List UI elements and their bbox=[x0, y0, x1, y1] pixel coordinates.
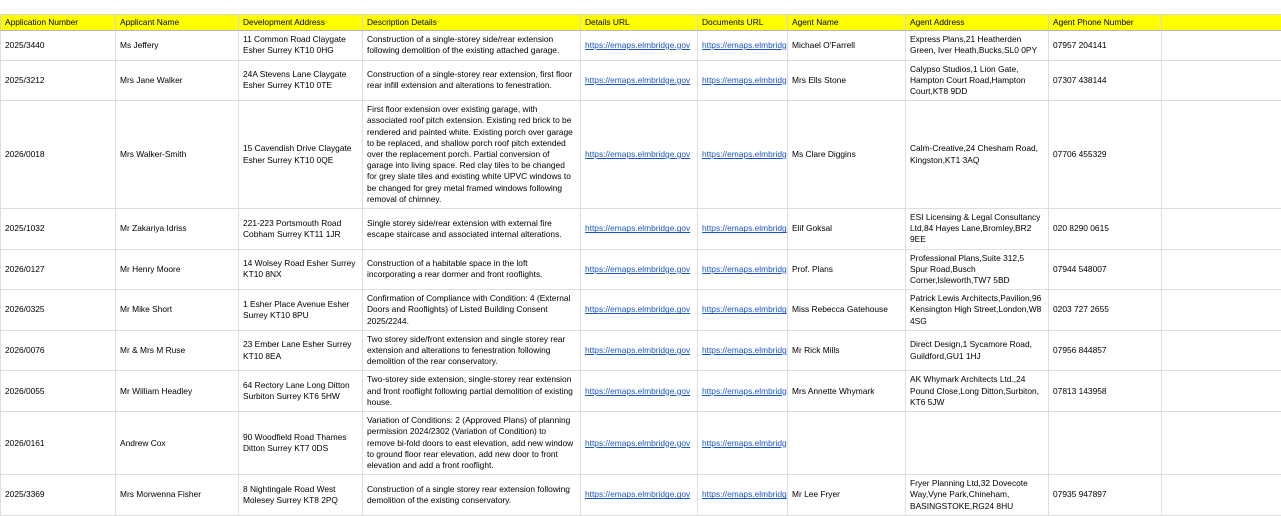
cell-agent-phone-number-text: 07307 438144 bbox=[1053, 75, 1157, 86]
cell-applicant-name-text: Mr & Mrs M Ruse bbox=[120, 345, 234, 356]
cell-agent-name[interactable] bbox=[788, 290, 906, 331]
column-header-agent-name[interactable]: Agent Name bbox=[788, 15, 906, 31]
cell-applicant-name[interactable] bbox=[116, 371, 239, 412]
table-row[interactable] bbox=[1, 209, 1281, 250]
cell-applicant-name-text: Mrs Jane Walker bbox=[120, 75, 234, 86]
cell-agent-name[interactable] bbox=[788, 249, 906, 290]
cell-agent-address[interactable] bbox=[906, 249, 1049, 290]
table-row[interactable] bbox=[1, 475, 1281, 516]
cell-agent-address[interactable] bbox=[906, 60, 1049, 101]
cell-agent-address-text: Professional Plans,Suite 312,5 Spur Road,Busch Corner,Isleworth,TW7 5BD bbox=[910, 253, 1044, 287]
cell-application-number[interactable] bbox=[1, 101, 116, 209]
cell-application-number[interactable] bbox=[1, 60, 116, 101]
cell-description-details-text: Two-storey side extension, single-storey rear extension and front rooflight following partial demolition of existing house. bbox=[367, 374, 576, 408]
cell-description-details-text: Construction of a single-storey side/rear extension following demolition of the existing attached garage. bbox=[367, 34, 576, 56]
cell-documents-url[interactable] bbox=[698, 60, 788, 101]
cell-description-details-text: First floor extension over existing garage, with associated roof pitch extension. Existing red brick to be rendered and painted white. Existing porch over garage to be replaced, and shallow porch roof pitch extended over the replacement porch. Partial conversion of garage into living space. Red clay tiles to be changed for grey slate tiles and existing white UPVC windows to be changed for grey metal framed windows following removal of chimney. bbox=[367, 104, 576, 205]
cell-details-url-link[interactable]: https://emaps.elmbridge.gov bbox=[585, 345, 690, 356]
cell-description-details-text: Construction of a single storey rear extension following demolition of the existing conservatory. bbox=[367, 484, 576, 506]
cell-details-url-link[interactable]: https://emaps.elmbridge.gov bbox=[585, 75, 690, 86]
cell-extra[interactable] bbox=[1162, 31, 1281, 60]
cell-agent-phone-number[interactable] bbox=[1049, 475, 1162, 516]
cell-development-address-text: 64 Rectory Lane Long Ditton Surbiton Surrey KT6 5HW bbox=[243, 380, 358, 402]
cell-description-details[interactable] bbox=[363, 475, 581, 516]
table-row[interactable] bbox=[1, 371, 1281, 412]
cell-agent-phone-number[interactable] bbox=[1049, 249, 1162, 290]
cell-agent-address-text: Express Plans,21 Heatherden Green, Iver Heath,Bucks,SL0 0PY bbox=[910, 34, 1044, 56]
cell-application-number-text: 2026/0055 bbox=[5, 386, 111, 397]
cell-agent-address-text: Calm-Creative,24 Chesham Road, Kingston,KT1 3AQ bbox=[910, 143, 1044, 165]
cell-agent-phone-number-text: 07935 947897 bbox=[1053, 489, 1157, 500]
cell-details-url[interactable] bbox=[581, 60, 698, 101]
column-header-agent-address[interactable]: Agent Address bbox=[906, 15, 1049, 31]
cell-documents-url-link[interactable]: https://emaps.elmbridg bbox=[702, 223, 787, 234]
cell-documents-url-link[interactable]: https://emaps.elmbridg bbox=[702, 304, 787, 315]
cell-development-address[interactable] bbox=[239, 209, 363, 250]
cell-agent-name[interactable] bbox=[788, 371, 906, 412]
cell-application-number-text: 2026/0018 bbox=[5, 149, 111, 160]
cell-applicant-name[interactable] bbox=[116, 475, 239, 516]
cell-extra[interactable] bbox=[1162, 412, 1281, 475]
cell-agent-name-text: Mr Rick Mills bbox=[792, 345, 901, 356]
cell-applicant-name[interactable] bbox=[116, 249, 239, 290]
cell-documents-url-link[interactable]: https://emaps.elmbridg bbox=[702, 40, 787, 51]
cell-agent-name-text: Elif Goksal bbox=[792, 223, 901, 234]
table-row[interactable] bbox=[1, 249, 1281, 290]
cell-documents-url-link[interactable]: https://emaps.elmbridg bbox=[702, 345, 787, 356]
cell-description-details[interactable] bbox=[363, 101, 581, 209]
column-header-applicant-name[interactable]: Applicant Name bbox=[116, 15, 239, 31]
cell-application-number-text: 2025/1032 bbox=[5, 223, 111, 234]
cell-documents-url[interactable] bbox=[698, 101, 788, 209]
cell-applicant-name[interactable] bbox=[116, 330, 239, 371]
cell-development-address-text: 8 Nightingale Road West Molesey Surrey KT8 2PQ bbox=[243, 484, 358, 506]
cell-extra[interactable] bbox=[1162, 249, 1281, 290]
cell-development-address-text: 24A Stevens Lane Claygate Esher Surrey KT10 0TE bbox=[243, 69, 358, 91]
cell-applicant-name-text: Mr Mike Short bbox=[120, 304, 234, 315]
cell-application-number-text: 2026/0325 bbox=[5, 304, 111, 315]
table-row[interactable] bbox=[1, 101, 1281, 209]
cell-applicant-name-text: Mr Henry Moore bbox=[120, 264, 234, 275]
cell-application-number[interactable] bbox=[1, 412, 116, 475]
cell-applicant-name[interactable] bbox=[116, 290, 239, 331]
cell-description-details-text: Single storey side/rear extension with external fire escape staircase and associated internal alterations. bbox=[367, 218, 576, 240]
cell-applicant-name[interactable] bbox=[116, 31, 239, 60]
cell-applicant-name-text: Mr Zakariya Idriss bbox=[120, 223, 234, 234]
cell-development-address[interactable] bbox=[239, 330, 363, 371]
cell-application-number[interactable] bbox=[1, 330, 116, 371]
cell-agent-phone-number[interactable] bbox=[1049, 412, 1162, 475]
cell-agent-phone-number[interactable] bbox=[1049, 60, 1162, 101]
cell-application-number[interactable] bbox=[1, 209, 116, 250]
cell-documents-url[interactable] bbox=[698, 209, 788, 250]
table-row[interactable] bbox=[1, 60, 1281, 101]
cell-agent-address[interactable] bbox=[906, 31, 1049, 60]
cell-applicant-name[interactable] bbox=[116, 209, 239, 250]
cell-agent-name[interactable] bbox=[788, 209, 906, 250]
cell-agent-name[interactable] bbox=[788, 475, 906, 516]
cell-description-details[interactable] bbox=[363, 249, 581, 290]
cell-agent-name-text: Prof. Plans bbox=[792, 264, 901, 275]
cell-agent-address-text: ESI Licensing & Legal Consultancy Ltd,84 Hayes Lane,Bromley,BR2 9EE bbox=[910, 212, 1044, 246]
cell-agent-address[interactable] bbox=[906, 330, 1049, 371]
cell-documents-url[interactable] bbox=[698, 31, 788, 60]
cell-documents-url-link[interactable]: https://emaps.elmbridg bbox=[702, 489, 787, 500]
cell-agent-address-text: Calypso Studios,1 Lion Gate, Hampton Court Road,Hampton Court,KT8 9DD bbox=[910, 64, 1044, 98]
cell-details-url-link[interactable]: https://emaps.elmbridge.gov bbox=[585, 223, 690, 234]
cell-development-address-text: 90 Woodfield Road Thames Ditton Surrey KT7 0DS bbox=[243, 432, 358, 454]
table-row[interactable] bbox=[1, 412, 1281, 475]
cell-application-number-text: 2025/3440 bbox=[5, 40, 111, 51]
cell-description-details[interactable] bbox=[363, 371, 581, 412]
cell-details-url-link[interactable]: https://emaps.elmbridge.gov bbox=[585, 386, 690, 397]
column-header-description-details[interactable]: Description Details bbox=[363, 15, 581, 31]
cell-agent-name[interactable] bbox=[788, 31, 906, 60]
cell-documents-url[interactable] bbox=[698, 371, 788, 412]
cell-applicant-name-text: Ms Jeffery bbox=[120, 40, 234, 51]
cell-description-details[interactable] bbox=[363, 290, 581, 331]
cell-development-address-text: 11 Common Road Claygate Esher Surrey KT10 0HG bbox=[243, 34, 358, 56]
cell-application-number[interactable] bbox=[1, 31, 116, 60]
cell-development-address-text: 23 Ember Lane Esher Surrey KT10 8EA bbox=[243, 339, 358, 361]
cell-agent-address[interactable] bbox=[906, 475, 1049, 516]
cell-documents-url-link[interactable]: https://emaps.elmbridg bbox=[702, 438, 787, 449]
cell-agent-phone-number-text: 07956 844857 bbox=[1053, 345, 1157, 356]
cell-application-number-text: 2026/0161 bbox=[5, 438, 111, 449]
cell-description-details-text: Confirmation of Compliance with Condition: 4 (External Doors and Rooflights) of Listed Building Consent 2025/2244. bbox=[367, 293, 576, 327]
cell-documents-url-link[interactable]: https://emaps.elmbridg bbox=[702, 75, 787, 86]
cell-details-url[interactable] bbox=[581, 475, 698, 516]
cell-development-address-text: 14 Wolsey Road Esher Surrey KT10 8NX bbox=[243, 258, 358, 280]
column-header-development-address[interactable]: Development Address bbox=[239, 15, 363, 31]
table-row[interactable] bbox=[1, 31, 1281, 60]
planning-applications-table bbox=[0, 14, 1281, 516]
cell-details-url[interactable] bbox=[581, 330, 698, 371]
cell-details-url[interactable] bbox=[581, 101, 698, 209]
cell-description-details-text: Two storey side/front extension and single storey rear extension and alterations to fenestration following demolition of the rear conservatory. bbox=[367, 334, 576, 368]
cell-agent-name[interactable] bbox=[788, 330, 906, 371]
cell-applicant-name[interactable] bbox=[116, 60, 239, 101]
cell-development-address[interactable] bbox=[239, 290, 363, 331]
cell-description-details[interactable] bbox=[363, 60, 581, 101]
cell-details-url-link[interactable]: https://emaps.elmbridge.gov bbox=[585, 149, 690, 160]
cell-documents-url[interactable] bbox=[698, 249, 788, 290]
cell-details-url[interactable] bbox=[581, 412, 698, 475]
cell-documents-url[interactable] bbox=[698, 290, 788, 331]
cell-extra[interactable] bbox=[1162, 60, 1281, 101]
cell-agent-phone-number-text: 07706 455329 bbox=[1053, 149, 1157, 160]
cell-details-url[interactable] bbox=[581, 209, 698, 250]
cell-agent-phone-number[interactable] bbox=[1049, 209, 1162, 250]
cell-applicant-name-text: Mrs Morwenna Fisher bbox=[120, 489, 234, 500]
cell-agent-address-text: Direct Design,1 Sycamore Road, Guildford,GU1 1HJ bbox=[910, 339, 1044, 361]
cell-extra[interactable] bbox=[1162, 475, 1281, 516]
cell-application-number-text: 2025/3369 bbox=[5, 489, 111, 500]
cell-description-details[interactable] bbox=[363, 330, 581, 371]
cell-documents-url[interactable] bbox=[698, 330, 788, 371]
header-row bbox=[1, 15, 1281, 31]
cell-details-url-link[interactable]: https://emaps.elmbridge.gov bbox=[585, 489, 690, 500]
cell-agent-address-text: Patrick Lewis Architects,Pavilion,96 Kensington High Street,London,W8 4SG bbox=[910, 293, 1044, 327]
cell-documents-url[interactable] bbox=[698, 475, 788, 516]
cell-agent-phone-number[interactable] bbox=[1049, 31, 1162, 60]
cell-agent-phone-number[interactable] bbox=[1049, 330, 1162, 371]
cell-agent-phone-number[interactable] bbox=[1049, 101, 1162, 209]
cell-development-address[interactable] bbox=[239, 101, 363, 209]
cell-development-address[interactable] bbox=[239, 249, 363, 290]
cell-development-address-text: 221-223 Portsmouth Road Cobham Surrey KT11 1JR bbox=[243, 218, 358, 240]
cell-development-address[interactable] bbox=[239, 60, 363, 101]
cell-documents-url-link[interactable]: https://emaps.elmbridg bbox=[702, 386, 787, 397]
cell-agent-address-text: AK Whymark Architects Ltd.,24 Pound Close,Long Ditton,Surbiton, KT6 5JW bbox=[910, 374, 1044, 408]
cell-application-number-text: 2025/3212 bbox=[5, 75, 111, 86]
table-row[interactable] bbox=[1, 290, 1281, 331]
cell-details-url-link[interactable]: https://emaps.elmbridge.gov bbox=[585, 438, 690, 449]
column-header-details-url[interactable]: Details URL bbox=[581, 15, 698, 31]
cell-agent-address-text: Fryer Planning Ltd,32 Dovecote Way,Vyne Park,Chineham, BASINGSTOKE,RG24 8HU bbox=[910, 478, 1044, 512]
cell-development-address[interactable] bbox=[239, 412, 363, 475]
cell-agent-phone-number-text: 07957 204141 bbox=[1053, 40, 1157, 51]
column-header-documents-url[interactable]: Documents URL bbox=[698, 15, 788, 31]
cell-details-url-link[interactable]: https://emaps.elmbridge.gov bbox=[585, 304, 690, 315]
cell-agent-address[interactable] bbox=[906, 290, 1049, 331]
cell-details-url[interactable] bbox=[581, 371, 698, 412]
cell-documents-url[interactable] bbox=[698, 412, 788, 475]
cell-agent-name[interactable] bbox=[788, 101, 906, 209]
cell-details-url[interactable] bbox=[581, 31, 698, 60]
cell-development-address-text: 15 Cavendish Drive Claygate Esher Surrey KT10 0QE bbox=[243, 143, 358, 165]
cell-description-details-text: Construction of a single-storey rear extension, first floor rear infill extension and alterations to fenestration. bbox=[367, 69, 576, 91]
table-body bbox=[1, 31, 1281, 516]
cell-development-address[interactable] bbox=[239, 371, 363, 412]
cell-agent-name-text: Mr Lee Fryer bbox=[792, 489, 901, 500]
cell-application-number[interactable] bbox=[1, 249, 116, 290]
table-row[interactable] bbox=[1, 330, 1281, 371]
cell-application-number[interactable] bbox=[1, 290, 116, 331]
cell-applicant-name[interactable] bbox=[116, 101, 239, 209]
cell-applicant-name-text: Andrew Cox bbox=[120, 438, 234, 449]
cell-description-details[interactable] bbox=[363, 209, 581, 250]
cell-agent-address[interactable] bbox=[906, 101, 1049, 209]
cell-agent-name-text: Mrs Ells Stone bbox=[792, 75, 901, 86]
cell-description-details[interactable] bbox=[363, 31, 581, 60]
cell-development-address-text: 1 Esher Place Avenue Esher Surrey KT10 8PU bbox=[243, 299, 358, 321]
cell-development-address[interactable] bbox=[239, 31, 363, 60]
column-header-extra[interactable] bbox=[1162, 15, 1281, 31]
cell-description-details-text: Construction of a habitable space in the loft incorporating a rear dormer and front rooflights. bbox=[367, 258, 576, 280]
column-header-application-number[interactable]: Application Number bbox=[1, 15, 116, 31]
cell-agent-name[interactable] bbox=[788, 60, 906, 101]
cell-agent-name-text: Ms Clare Diggins bbox=[792, 149, 901, 160]
cell-agent-address[interactable] bbox=[906, 412, 1049, 475]
cell-agent-phone-number-text: 020 8290 0615 bbox=[1053, 223, 1157, 234]
cell-agent-phone-number-text: 0203 727 2655 bbox=[1053, 304, 1157, 315]
cell-agent-name[interactable] bbox=[788, 412, 906, 475]
cell-extra[interactable] bbox=[1162, 209, 1281, 250]
cell-agent-name-text: Michael O'Farrell bbox=[792, 40, 901, 51]
cell-application-number-text: 2026/0127 bbox=[5, 264, 111, 275]
cell-details-url[interactable] bbox=[581, 290, 698, 331]
table-header bbox=[1, 15, 1281, 31]
cell-extra[interactable] bbox=[1162, 290, 1281, 331]
spreadsheet-container bbox=[0, 14, 1281, 516]
cell-extra[interactable] bbox=[1162, 330, 1281, 371]
cell-applicant-name-text: Mrs Walker-Smith bbox=[120, 149, 234, 160]
cell-applicant-name[interactable] bbox=[116, 412, 239, 475]
cell-agent-phone-number-text: 07813 143958 bbox=[1053, 386, 1157, 397]
cell-description-details[interactable] bbox=[363, 412, 581, 475]
cell-documents-url-link[interactable]: https://emaps.elmbridg bbox=[702, 149, 787, 160]
cell-extra[interactable] bbox=[1162, 101, 1281, 209]
cell-extra[interactable] bbox=[1162, 371, 1281, 412]
cell-application-number-text: 2026/0076 bbox=[5, 345, 111, 356]
column-header-agent-phone-number[interactable]: Agent Phone Number bbox=[1049, 15, 1162, 31]
cell-details-url-link[interactable]: https://emaps.elmbridge.gov bbox=[585, 264, 690, 275]
cell-documents-url-link[interactable]: https://emaps.elmbridg bbox=[702, 264, 787, 275]
cell-agent-name-text: Miss Rebecca Gatehouse bbox=[792, 304, 901, 315]
cell-development-address[interactable] bbox=[239, 475, 363, 516]
cell-application-number[interactable] bbox=[1, 475, 116, 516]
cell-agent-address[interactable] bbox=[906, 371, 1049, 412]
cell-application-number[interactable] bbox=[1, 371, 116, 412]
cell-details-url-link[interactable]: https://emaps.elmbridge.gov bbox=[585, 40, 690, 51]
cell-agent-name-text: Mrs Annette Whymark bbox=[792, 386, 901, 397]
cell-agent-phone-number[interactable] bbox=[1049, 290, 1162, 331]
cell-details-url[interactable] bbox=[581, 249, 698, 290]
cell-applicant-name-text: Mr William Headley bbox=[120, 386, 234, 397]
cell-agent-phone-number-text: 07944 548007 bbox=[1053, 264, 1157, 275]
cell-agent-phone-number[interactable] bbox=[1049, 371, 1162, 412]
cell-description-details-text: Variation of Conditions: 2 (Approved Plans) of planning permission 2024/2302 (Variation of Condition) to remove bi-fold doors to east elevation, add new window to ground floor rear elevation, add new door to front elevation and add a front rooflight. bbox=[367, 415, 576, 471]
cell-agent-address[interactable] bbox=[906, 209, 1049, 250]
